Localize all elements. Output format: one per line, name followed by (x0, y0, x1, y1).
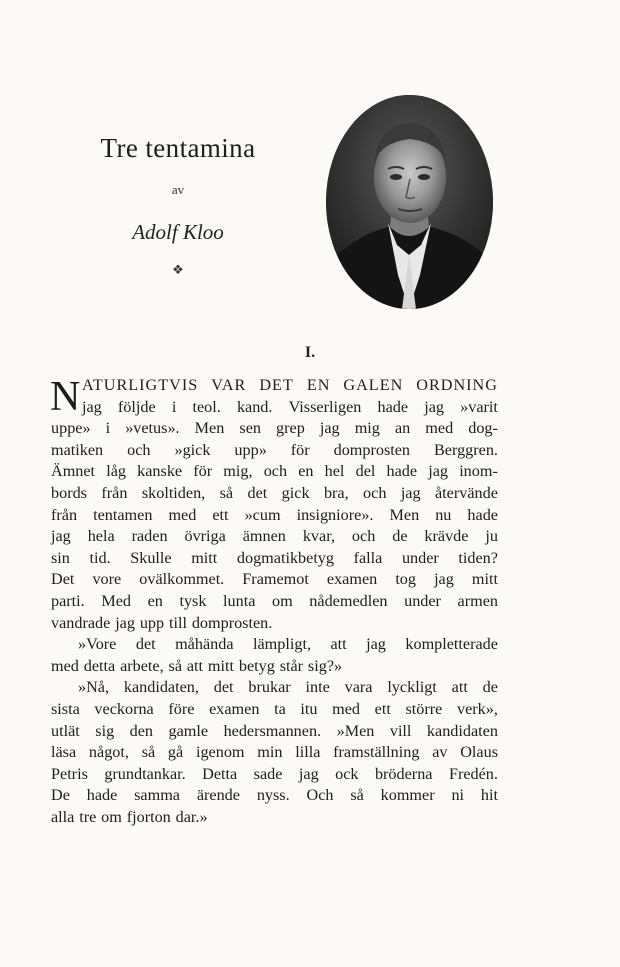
text-line: läsa något, så gå igenom min lilla framställning av Olaus (51, 743, 498, 762)
text-line: alla tre om fjorton dar.» (51, 807, 208, 826)
chapter-title: Tre tentamina (100, 133, 256, 163)
text-line: jag hela raden övriga ämnen kvar, och de krävde ju (51, 527, 498, 546)
ornament-icon: ❖ (172, 263, 184, 278)
text-line: jag följde i teol. kand. Visserligen hade jag »varit (82, 397, 498, 416)
text-line: De hade samma ärende nyss. Och så kommer ni hit (51, 786, 498, 805)
text-line: med detta arbete, så att mitt betyg står sig?» (51, 656, 343, 675)
text-line: ATURLIGTVIS VAR DET EN GALEN ORDNING (82, 376, 498, 394)
drop-cap: N (50, 374, 81, 420)
section-number: I. (304, 344, 316, 361)
text-line: matiken och »gick upp» för domprosten Berggren. (51, 440, 498, 459)
text-line: uppe» i »vetus». Men sen grep jag mig an med dog- (51, 419, 498, 438)
text-line: Petris grundtankar. Detta sade jag ock bröderna Fredén. (51, 764, 498, 783)
byline: av (171, 182, 185, 197)
portrait-photo (326, 95, 493, 309)
text-line: parti. Med en tysk lunta om nådemedlen under armen (51, 591, 498, 610)
text-line: från tentamen med ett »cum insigniore». Men nu hade (51, 505, 498, 524)
text-line: sista veckorna före examen ta itu med ett större verk», (51, 699, 498, 718)
text-line: Det vore ovälkommet. Framemot examen tog jag mitt (51, 570, 498, 589)
text-line: bords från skoltiden, så det gick bra, och jag återvände (51, 483, 498, 502)
text-line: »Nå, kandidaten, det brukar inte vara lyckligt att de (78, 678, 498, 697)
text-line: vandrade jag upp till domprosten. (51, 613, 273, 632)
text-line: Ämnet låg kanske för mig, och en hel del hade jag inom- (51, 462, 498, 481)
text-line: sin tid. Skulle mitt dogmatikbetyg falla under tiden? (51, 548, 498, 567)
body-text (51, 375, 498, 828)
first-paragraph (51, 375, 498, 418)
text-line: »Vore det måhända lämpligt, att jag kompletterade (78, 635, 498, 654)
text-line: utlät sig den gamle hedersmannen. »Men vill kandidaten (51, 721, 498, 740)
portrait-illustration (326, 95, 493, 309)
author-name: Adolf Kloo (132, 220, 224, 244)
